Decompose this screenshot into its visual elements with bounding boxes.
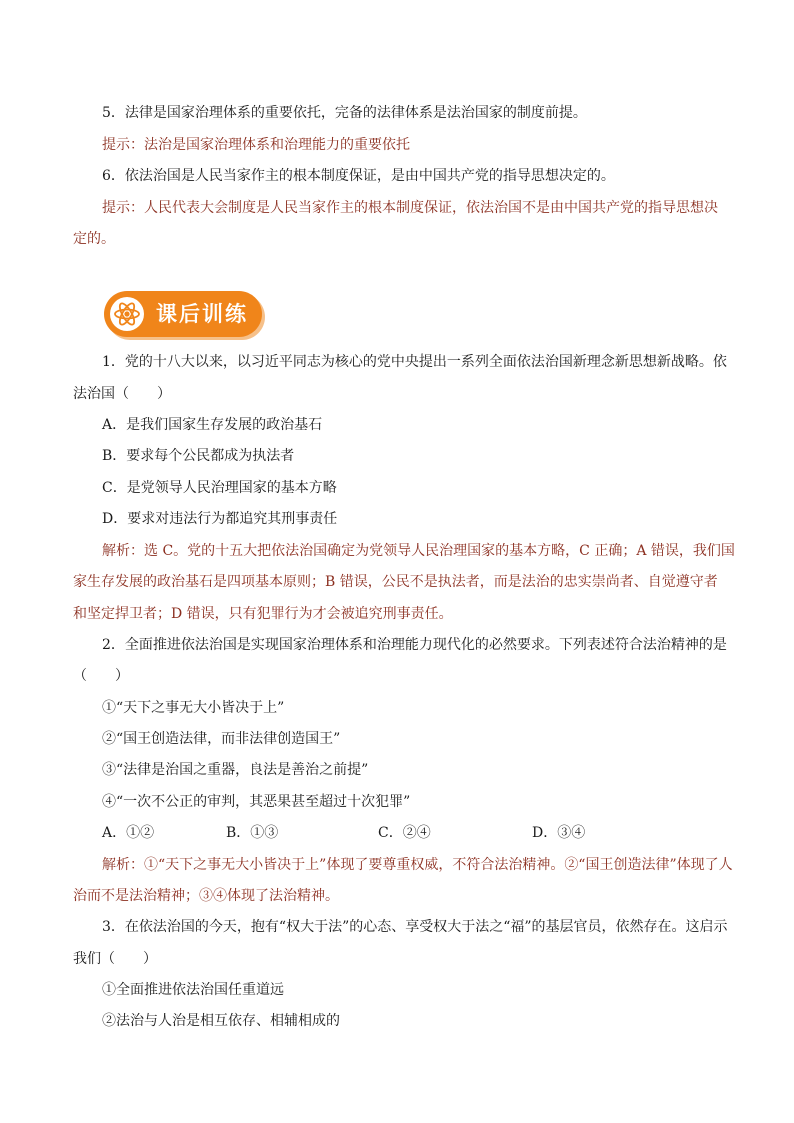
review-q5: 5．法律是国家治理体系的重要依托，完备的法律体系是法治国家的制度前提。 xyxy=(102,105,587,121)
q2-analysis: 解析：①“天下之事无大小皆决于上”体现了要尊重权威，不符合法治精神。②“国王创造法律”体现了人 xyxy=(102,857,733,873)
q1-option-b: B．要求每个公民都成为执法者 xyxy=(102,448,295,464)
q2-choices xyxy=(102,823,622,843)
q3-stem-cont: 我们（ ） xyxy=(73,951,157,967)
q1-analysis-cont: 家生存发展的政治基石是四项基本原则；B 错误，公民不是执法者，而是法治的忠实崇尚者、自觉遵守者 xyxy=(73,574,718,590)
q2-item-2: ②“国王创造法律，而非法律创造国王” xyxy=(102,731,341,747)
review-q5-hint: 提示：法治是国家治理体系和治理能力的重要依托 xyxy=(102,137,410,153)
q1-option-a: A．是我们国家生存发展的政治基石 xyxy=(102,417,323,433)
q2-item-4: ④“一次不公正的审判，其恶果甚至超过十次犯罪” xyxy=(102,794,411,810)
section-title: 课后训练 xyxy=(156,302,248,326)
section-badge xyxy=(104,291,262,337)
q3-stem: 3．在依法治国的今天，抱有“权大于法”的心态、享受权大于法之“福”的基层官员，依然存在。这启示 xyxy=(102,919,728,935)
q2-choice-b: B．①③ xyxy=(226,825,279,841)
q2-stem-cont: （ ） xyxy=(73,668,129,684)
review-q6: 6．依法治国是人民当家作主的根本制度保证，是由中国共产党的指导思想决定的。 xyxy=(102,168,615,184)
q1-analysis: 解析：选 C。党的十五大把依法治国确定为党领导人民治理国家的基本方略，C 正确；A 错误，我们国 xyxy=(102,543,735,559)
q2-choice-c: C．②④ xyxy=(378,825,431,841)
q1-stem-cont: 法治国（ ） xyxy=(73,386,171,402)
q3-item-2: ②法治与人治是相互依存、相辅相成的 xyxy=(102,1013,340,1029)
q2-analysis-cont: 治而不是法治精神；③④体现了法治精神。 xyxy=(73,888,339,904)
q2-choice-d: D．③④ xyxy=(532,825,586,841)
q1-option-c: C．是党领导人民治理国家的基本方略 xyxy=(102,480,337,496)
q1-option-d: D．要求对违法行为都追究其刑事责任 xyxy=(102,511,338,527)
q3-item-1: ①全面推进依法治国任重道远 xyxy=(102,982,284,998)
review-q6-hint: 提示：人民代表大会制度是人民当家作主的根本制度保证，依法治国不是由中国共产党的指导思想决 xyxy=(102,200,718,216)
q1-stem: 1．党的十八大以来，以习近平同志为核心的党中央提出一系列全面依法治国新理念新思想新战略。依 xyxy=(102,354,727,370)
atom-icon xyxy=(109,296,145,332)
q1-analysis-cont: 和坚定捍卫者；D 错误，只有犯罪行为才会被追究刑事责任。 xyxy=(73,606,453,622)
q2-choice-a: A．①② xyxy=(102,825,155,841)
q2-stem: 2．全面推进依法治国是实现国家治理体系和治理能力现代化的必然要求。下列表述符合法治精神的是 xyxy=(102,637,727,653)
q2-item-3: ③“法律是治国之重器，良法是善治之前提” xyxy=(102,762,369,778)
review-q6-hint-cont: 定的。 xyxy=(73,231,115,247)
q2-item-1: ①“天下之事无大小皆决于上” xyxy=(102,700,285,716)
